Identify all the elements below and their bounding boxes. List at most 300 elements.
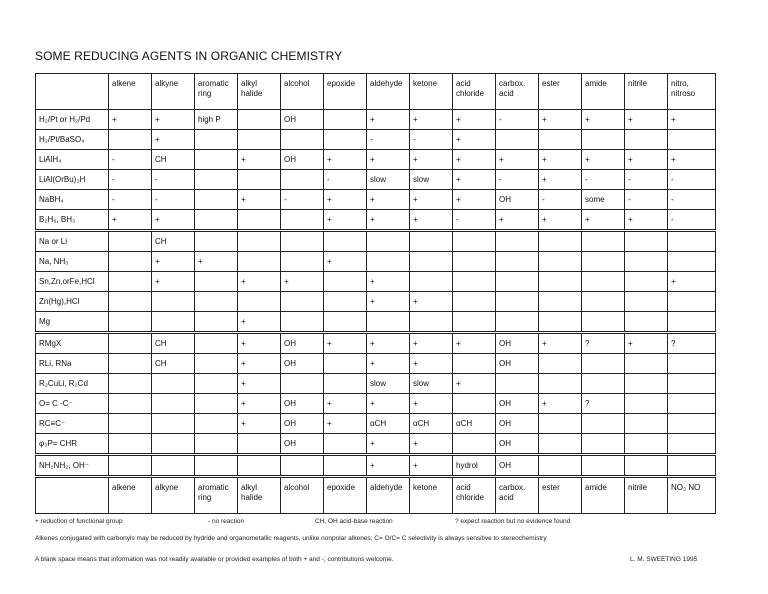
footer-column-header: aromatic ring [195,477,238,514]
result-cell [625,272,668,292]
result-cell [109,394,152,414]
header-row [36,74,716,110]
result-cell [324,231,367,252]
result-cell: + [324,150,367,170]
result-cell: OH [281,354,324,374]
reagent-label: RMgX [36,333,109,354]
reagent-label: RLi, RNa [36,354,109,374]
footer-column-header: carbox. acid [496,477,539,514]
column-header: carbox. acid [496,74,539,110]
result-cell [668,354,716,374]
result-cell [324,312,367,333]
result-cell [668,130,716,150]
result-cell: + [238,190,281,210]
column-header: alcohol [281,74,324,110]
result-cell: OH [496,434,539,455]
result-cell: + [453,333,496,354]
result-cell: + [367,333,410,354]
footer-header-row [36,477,716,514]
result-cell: + [367,110,410,130]
result-cell: + [625,150,668,170]
result-cell [668,312,716,333]
result-cell: slow [367,374,410,394]
result-cell: - [496,170,539,190]
result-cell [453,292,496,312]
result-cell: slow [410,170,453,190]
result-cell: + [582,110,625,130]
reagent-label: NH₂NH₂, OH⁻ [36,455,109,477]
result-cell [582,130,625,150]
result-cell: hydrol [453,455,496,477]
result-cell: + [367,434,410,455]
result-cell [109,292,152,312]
result-cell: + [453,110,496,130]
column-header: acid chloride [453,74,496,110]
result-cell [152,414,195,434]
result-cell: + [238,414,281,434]
result-cell: + [367,354,410,374]
result-cell [238,292,281,312]
result-cell: + [195,252,238,272]
result-cell: + [324,414,367,434]
result-cell: + [410,150,453,170]
table-row [36,190,716,210]
table-row [36,170,716,190]
column-header: epoxide [324,74,367,110]
result-cell [410,252,453,272]
table-row [36,231,716,252]
result-cell [668,374,716,394]
result-cell: - [367,130,410,150]
table-row [36,292,716,312]
result-cell [539,312,582,333]
result-cell: + [668,110,716,130]
result-cell [195,374,238,394]
result-cell: + [367,455,410,477]
result-cell [496,292,539,312]
result-cell: - [625,190,668,210]
result-cell: + [582,150,625,170]
reagent-label: LiAlH₄ [36,150,109,170]
result-cell [238,170,281,190]
result-cell: + [324,190,367,210]
table-row [36,312,716,333]
result-cell [453,272,496,292]
result-cell [195,312,238,333]
reagent-label: Na, NH₃ [36,252,109,272]
result-cell: OH [496,455,539,477]
footer-column-header: epoxide [324,477,367,514]
column-header: alkyne [152,74,195,110]
result-cell [324,434,367,455]
footer-column-header: aldehyde [367,477,410,514]
result-cell [238,455,281,477]
result-cell: + [453,150,496,170]
result-cell: - [496,110,539,130]
result-cell [238,434,281,455]
result-cell [195,394,238,414]
reagent-label: O= C -C⁻ [36,394,109,414]
result-cell: + [152,252,195,272]
result-cell: slow [367,170,410,190]
result-cell: + [109,110,152,130]
column-header: alkyl halide [238,74,281,110]
result-cell: + [410,434,453,455]
result-cell [367,312,410,333]
result-cell: + [109,210,152,231]
result-cell [238,210,281,231]
result-cell: + [539,333,582,354]
result-cell: + [152,272,195,292]
result-cell: - [539,190,582,210]
result-cell: + [324,333,367,354]
result-cell [195,210,238,231]
result-cell [625,394,668,414]
column-header: ester [539,74,582,110]
result-cell [324,292,367,312]
result-cell [195,455,238,477]
result-cell [195,190,238,210]
result-cell [367,231,410,252]
result-cell: + [496,210,539,231]
result-cell [668,434,716,455]
result-cell: + [410,110,453,130]
table-row [36,374,716,394]
result-cell: ? [668,333,716,354]
result-cell: + [238,312,281,333]
result-cell [625,414,668,434]
result-cell [109,231,152,252]
result-cell: - [668,190,716,210]
result-cell [668,394,716,414]
result-cell: + [625,210,668,231]
result-cell [539,374,582,394]
column-header: aldehyde [367,74,410,110]
result-cell [238,110,281,130]
result-cell: + [539,110,582,130]
result-cell [453,231,496,252]
table-row [36,252,716,272]
result-cell [238,130,281,150]
result-cell [195,434,238,455]
result-cell: CH [152,333,195,354]
result-cell [152,312,195,333]
result-cell [195,333,238,354]
result-cell [281,231,324,252]
result-cell: + [539,170,582,190]
result-cell [238,231,281,252]
result-cell [281,455,324,477]
result-cell: OH [281,150,324,170]
result-cell: + [410,210,453,231]
result-cell [281,252,324,272]
table-row [36,354,716,374]
result-cell [324,272,367,292]
result-cell: - [152,190,195,210]
result-cell: + [367,210,410,231]
result-cell: + [238,333,281,354]
reagent-label: NaBH₄ [36,190,109,210]
footer-column-header: alkyl halide [238,477,281,514]
result-cell: + [410,394,453,414]
footer-column-header: amide [582,477,625,514]
reagent-label: R₂CuLi, R₂Cd [36,374,109,394]
result-cell [324,455,367,477]
result-cell: + [539,150,582,170]
result-cell [496,374,539,394]
result-cell: - [668,170,716,190]
column-header: ketone [410,74,453,110]
result-cell [539,231,582,252]
result-cell [539,252,582,272]
result-cell: some [582,190,625,210]
result-cell: - [625,170,668,190]
result-cell: OH [496,414,539,434]
result-cell: OH [496,333,539,354]
result-cell [625,434,668,455]
result-cell [109,312,152,333]
result-cell: OH [496,394,539,414]
result-cell [195,231,238,252]
footer-column-header: NO₂ NO [668,477,716,514]
result-cell [668,252,716,272]
result-cell [453,354,496,374]
result-cell [195,292,238,312]
reagent-label: RC≡C⁻ [36,414,109,434]
reagent-label: B₂H₆, BH₃ [36,210,109,231]
reducing-agents-table [35,73,716,514]
footer-column-header: alkyne [152,477,195,514]
result-cell [582,455,625,477]
result-cell [195,272,238,292]
footer-column-header: alkene [109,477,152,514]
result-cell [281,210,324,231]
result-cell [668,231,716,252]
result-cell: + [410,190,453,210]
result-cell [582,272,625,292]
page-title: SOME REDUCING AGENTS IN ORGANIC CHEMISTRY [35,49,343,63]
result-cell: OH [496,190,539,210]
result-cell [539,272,582,292]
result-cell: αCH [410,414,453,434]
result-cell: + [324,210,367,231]
result-cell [539,130,582,150]
result-cell: OH [281,434,324,455]
column-header: nitrile [625,74,668,110]
result-cell: - [668,210,716,231]
result-cell: + [324,252,367,272]
footer-column-header: ester [539,477,582,514]
result-cell: + [668,150,716,170]
result-cell [109,414,152,434]
table-row [36,394,716,414]
result-cell [238,252,281,272]
result-cell [496,130,539,150]
result-cell [109,455,152,477]
result-cell [152,374,195,394]
result-cell: - [582,170,625,190]
result-cell: - [324,170,367,190]
result-cell [109,130,152,150]
result-cell: OH [281,110,324,130]
reagent-label: LiAl(OrBu)₃H [36,170,109,190]
footer-column-header: alcohol [281,477,324,514]
result-cell [582,292,625,312]
result-cell [539,455,582,477]
result-cell: + [367,272,410,292]
result-cell: + [539,210,582,231]
result-cell [281,170,324,190]
result-cell: CH [152,354,195,374]
result-cell: + [238,150,281,170]
result-cell [453,312,496,333]
reagent-label: H₂/Pt or H₂/Pd [36,110,109,130]
result-cell: + [367,150,410,170]
result-cell [625,354,668,374]
result-cell: + [238,272,281,292]
result-cell [410,312,453,333]
column-header: amide [582,74,625,110]
result-cell: + [625,110,668,130]
result-cell: + [496,150,539,170]
result-cell: + [453,170,496,190]
result-cell: - [281,190,324,210]
legend-question: ? expect reaction but no evidence found [455,518,571,525]
result-cell [195,170,238,190]
result-cell: - [109,150,152,170]
result-cell [324,374,367,394]
result-cell [625,130,668,150]
note-alkenes: Alkenes conjugated with carbonyls may be reduced by hydride and organometallic reagents, unlike nonpolar alkenes; C= O/C= C selectivity is always sensitive to stereochemistry [35,535,547,542]
result-cell: - [152,170,195,190]
legend-minus: - no reaction [208,518,245,525]
result-cell [109,354,152,374]
result-cell [625,374,668,394]
result-cell: OH [281,333,324,354]
reagent-label: Sn,Zn,orFe,HCl [36,272,109,292]
result-cell: + [410,333,453,354]
result-cell [539,414,582,434]
result-cell [109,252,152,272]
result-cell [281,130,324,150]
column-header: nitro, nitroso [668,74,716,110]
result-cell: slow [410,374,453,394]
result-cell [625,252,668,272]
reagent-label: φ₃P= CHR [36,434,109,455]
result-cell [453,252,496,272]
result-cell: ? [582,394,625,414]
result-cell: + [152,210,195,231]
footer-column-header: acid chloride [453,477,496,514]
result-cell [582,231,625,252]
result-cell: + [238,374,281,394]
header-corner-cell [36,74,109,110]
result-cell [582,252,625,272]
result-cell [324,110,367,130]
table-row [36,150,716,170]
table-row [36,333,716,354]
result-cell [625,292,668,312]
result-cell [625,455,668,477]
result-cell [582,414,625,434]
result-cell: + [152,130,195,150]
reagent-label: H₂/Pt/BaSO₄ [36,130,109,150]
footer-column-header: nitrile [625,477,668,514]
result-cell [109,434,152,455]
result-cell: + [625,333,668,354]
result-cell [582,354,625,374]
result-cell [453,394,496,414]
result-cell [152,455,195,477]
result-cell: OH [281,414,324,434]
result-cell: OH [281,394,324,414]
result-cell [109,272,152,292]
result-cell [324,354,367,374]
result-cell: - [109,170,152,190]
result-cell [195,130,238,150]
result-cell: + [582,210,625,231]
result-cell [496,312,539,333]
table-row [36,455,716,477]
result-cell: CH [152,231,195,252]
result-cell [410,231,453,252]
legend-plus: + reduction of functional group [35,518,123,525]
result-cell [152,434,195,455]
reagent-label: Na or Li [36,231,109,252]
result-cell: + [410,354,453,374]
reagent-label: Mg [36,312,109,333]
result-cell: + [281,272,324,292]
result-cell [367,252,410,272]
result-cell [109,374,152,394]
result-cell [496,231,539,252]
result-cell [582,374,625,394]
result-cell [281,292,324,312]
result-cell: + [152,110,195,130]
result-cell: + [324,394,367,414]
result-cell: + [668,272,716,292]
result-cell: ? [582,333,625,354]
result-cell [195,150,238,170]
result-cell [539,434,582,455]
result-cell [668,292,716,312]
result-cell [410,272,453,292]
result-cell: + [367,190,410,210]
result-cell [625,312,668,333]
result-cell: CH [152,150,195,170]
table-row [36,130,716,150]
result-cell [109,333,152,354]
result-cell [281,312,324,333]
result-cell [582,312,625,333]
result-cell [668,414,716,434]
note-blank: A blank space means that information was not readily available or provided examples of both + and -; contributions welcome. [35,556,394,563]
result-cell [453,434,496,455]
column-header: alkene [109,74,152,110]
result-cell: + [539,394,582,414]
result-cell [195,414,238,434]
result-cell: - [410,130,453,150]
credit: L. M. SWEETING 1995 [630,556,698,563]
result-cell [152,292,195,312]
table-row [36,272,716,292]
result-cell [152,394,195,414]
result-cell [496,252,539,272]
result-cell: αCH [367,414,410,434]
result-cell [496,272,539,292]
table-row [36,210,716,231]
table-row [36,414,716,434]
